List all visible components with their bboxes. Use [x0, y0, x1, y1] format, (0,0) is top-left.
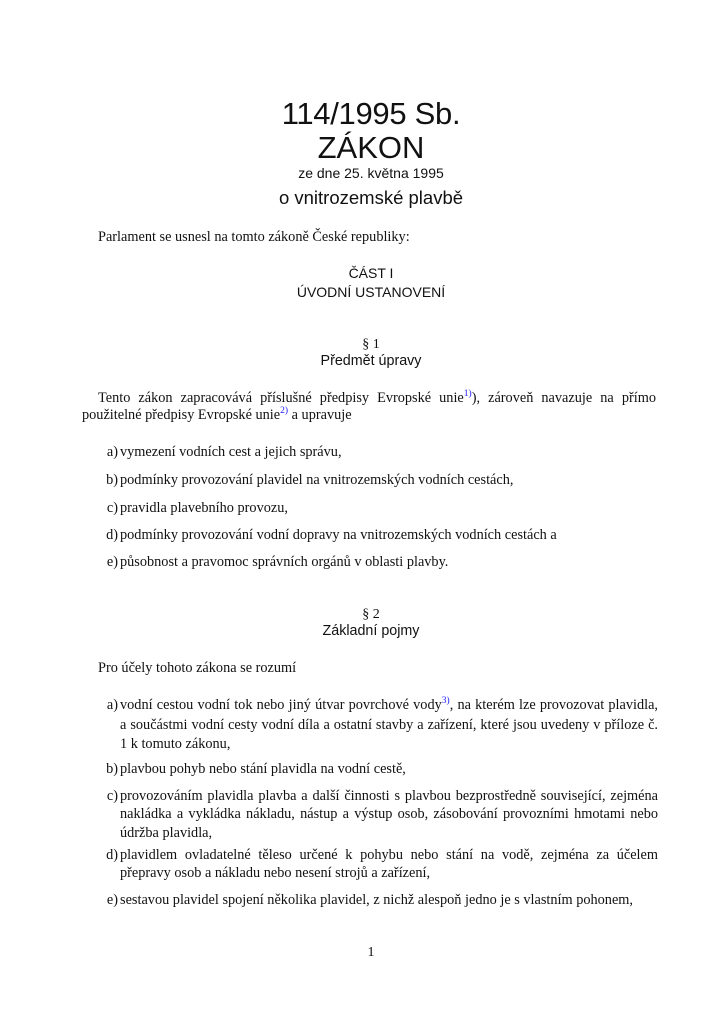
preamble: Parlament se usnesl na tomto zákoně České republiky: [98, 229, 410, 245]
item-text: vymezení vodních cest a jejich správu, [120, 444, 342, 460]
section-2-item-c [98, 787, 658, 842]
item-label: d) [106, 847, 118, 863]
item-text-before: vodní cestou vodní tok nebo jiný útvar povrchové vody [120, 697, 442, 713]
section-2-sign: § 2 [362, 607, 380, 622]
page-number: 1 [367, 945, 375, 960]
intro-text-2a: použitelné předpisy Evropské unie [82, 407, 281, 423]
document-type: ZÁKON [317, 130, 425, 165]
item-label: c) [106, 500, 118, 516]
section-1-sign: § 1 [362, 337, 380, 352]
footnote-link-3[interactable]: 3) [441, 696, 450, 706]
item-text: podmínky provozování plavidel na vnitrozemských vodních cestách, [120, 472, 514, 488]
section-1-item-a [98, 443, 678, 461]
law-number: 114/1995 Sb. [281, 96, 461, 131]
footnote-link-2[interactable]: 2) [280, 406, 289, 416]
section-2-intro: Pro účely tohoto zákona se rozumí [98, 660, 297, 676]
intro-text-2b: a upravuje [288, 407, 352, 423]
section-2-item-a [98, 696, 658, 753]
item-text: sestavou plavidel spojení několika plavidel, z nichž alespoň jedno je s vlastním pohonem, [120, 892, 633, 908]
item-label: a) [106, 697, 118, 713]
item-text: plavidlem ovladatelné těleso určené k pohybu nebo stání na vodě, zejména za účelem přepravy osob a nákladu nebo nesení strojů a zařízení, [120, 847, 658, 882]
section-2-item-d [98, 846, 658, 883]
item-text [120, 696, 658, 753]
footnote-link-1[interactable]: 1) [463, 389, 472, 399]
item-label: d) [106, 527, 118, 543]
item-label: a) [106, 444, 118, 460]
item-label: c) [106, 788, 118, 804]
law-date: ze dne 25. května 1995 [298, 165, 444, 181]
section-1-item-d [98, 526, 678, 544]
item-text: podmínky provozování vodní dopravy na vnitrozemských vodních cestách a [120, 527, 557, 543]
section-1-item-e [98, 553, 678, 571]
item-label: b) [106, 761, 118, 777]
section-1-title: Předmět úpravy [320, 353, 422, 369]
item-label: b) [106, 472, 118, 488]
part-title: ÚVODNÍ USTANOVENÍ [296, 284, 446, 300]
section-2-title: Základní pojmy [322, 623, 420, 639]
item-text: působnost a pravomoc správních orgánů v oblasti plavby. [120, 554, 449, 570]
section-2-item-e [98, 891, 658, 909]
section-2-item-b [98, 760, 658, 778]
section-1-intro-line-2 [82, 407, 352, 426]
part-number: ČÁST I [348, 265, 394, 281]
section-1-item-b [98, 471, 678, 489]
intro-text-1b: ), zároveň navazuje na přímo [471, 390, 656, 406]
law-subject: o vnitrozemské plavbě [278, 187, 464, 208]
intro-text-1a: Tento zákon zapracovává příslušné předpisy Evropské unie [98, 390, 464, 406]
item-label: e) [106, 892, 118, 908]
item-text: plavbou pohyb nebo stání plavidla na vodní cestě, [120, 761, 406, 777]
item-text: provozováním plavidla plavba a další činnosti s plavbou bezprostředně související, zejména nakládka a vykládka nákladu, nástup a výstup osob, zásobování provozními hmotami nebo údržba plavidla, [120, 788, 658, 841]
item-text: pravidla plavebního provozu, [120, 500, 288, 516]
item-label: e) [106, 554, 118, 570]
item-text-after: , na kterém lze provozovat plavidla, a součástmi vodní cesty vodní díla a ostatní stavby a zařízení, které jsou uvedeny v příloze č. 1 k tomuto zákonu, [120, 697, 658, 752]
section-1-item-c [98, 499, 678, 517]
